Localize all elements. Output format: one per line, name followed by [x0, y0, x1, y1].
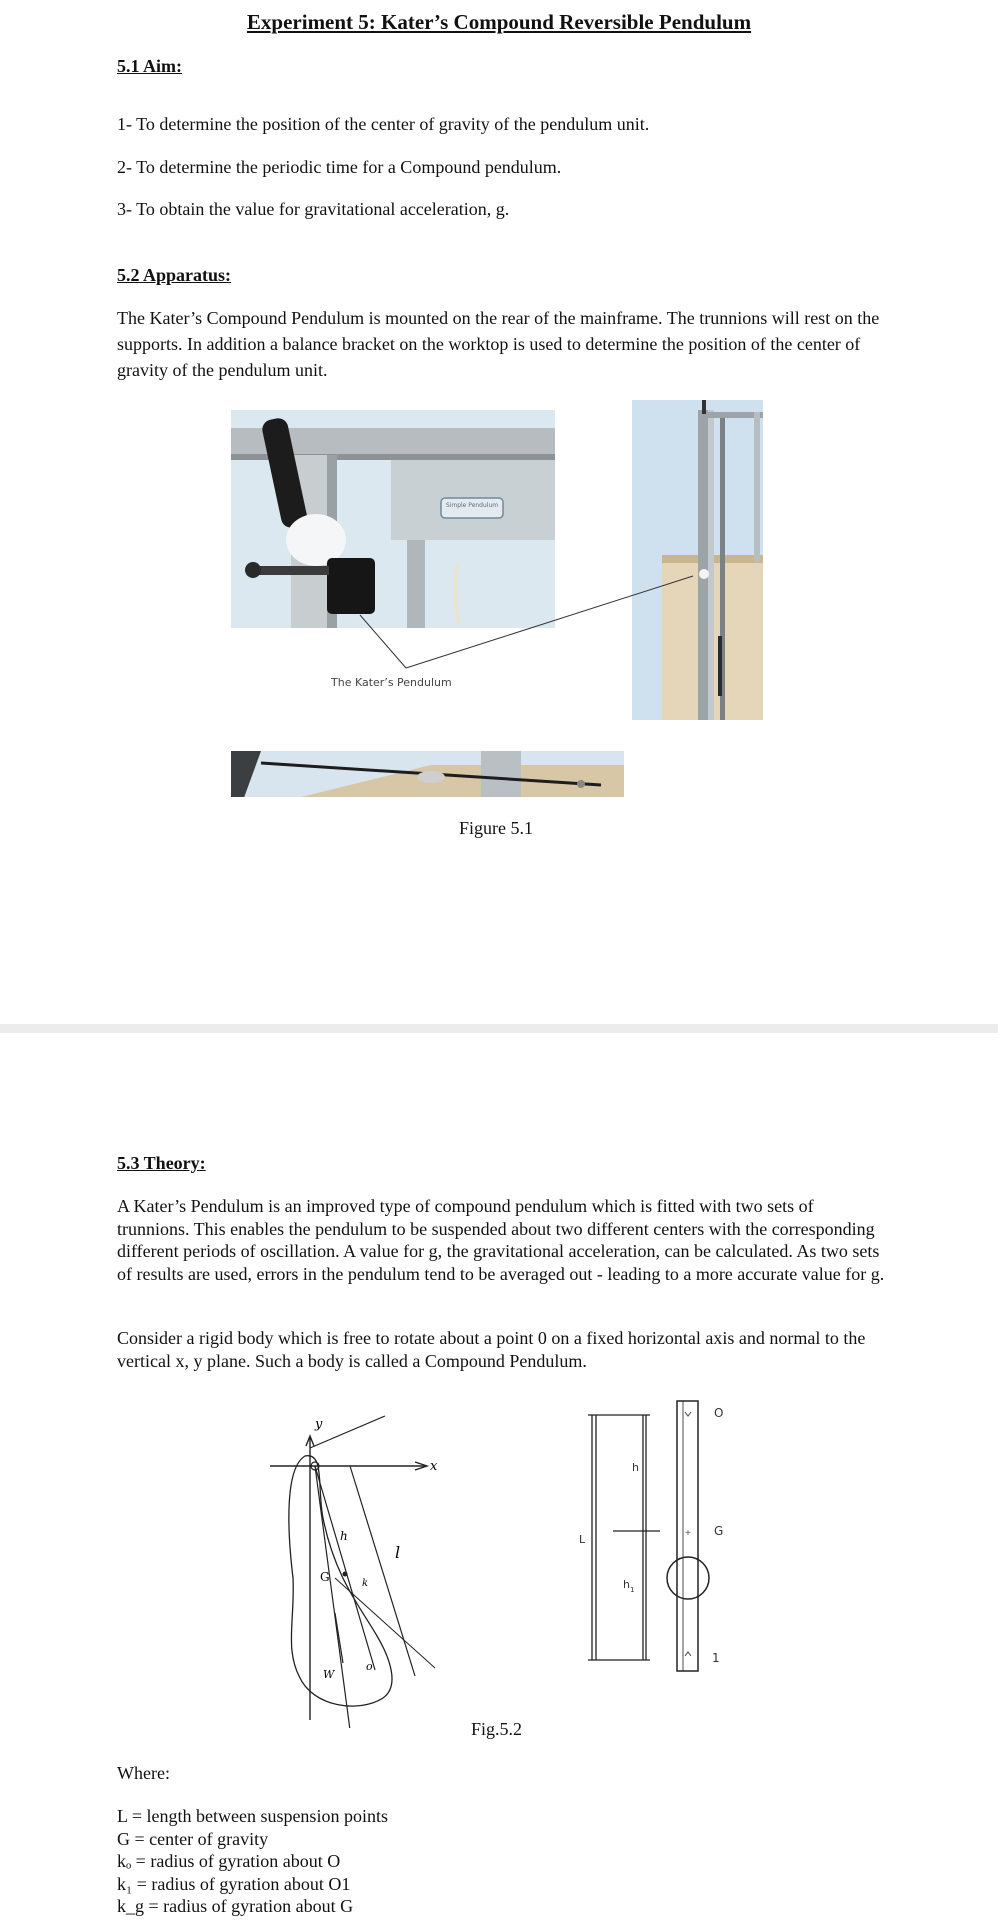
- page-break: [0, 1024, 998, 1033]
- definitions-list: [117, 1805, 388, 1918]
- figure-5-2-caption: Fig.5.2: [471, 1719, 523, 1739]
- sketch-label-g: G: [320, 1570, 330, 1584]
- diagram-label-h1-subscript: 1: [630, 1586, 635, 1594]
- sketch-label-l: l: [395, 1543, 401, 1562]
- sketch-label-y: y: [315, 1417, 323, 1432]
- page-2: [0, 1033, 998, 1920]
- diagram-label-1: 1: [712, 1651, 720, 1665]
- kater-pendulum-diagram: [570, 1393, 740, 1683]
- document-title: Experiment 5: Kater’s Compound Reversible Pendulum: [246, 10, 752, 34]
- aim-item-1: 1- To determine the position of the center of gravity of the pendulum unit.: [117, 114, 650, 134]
- definition-kg: k_g = radius of gyration about G: [117, 1896, 354, 1916]
- theory-paragraph-2: Consider a rigid body which is free to rotate about a point 0 on a fixed horizontal axis and normal to the vertical x, y plane. Such a body is called a Compound Pendulum.: [117, 1328, 866, 1371]
- where-label: Where:: [117, 1763, 170, 1783]
- plate-text: Simple Pendulum: [445, 502, 499, 509]
- sketch-label-k: k: [362, 1578, 369, 1589]
- apparatus-text: The Kater’s Compound Pendulum is mounted on the rear of the mainframe. The trunnions will rest on the supports. In addition a balance bracket on the worktop is used to determine the position of the center of gravity of the pendulum unit.: [117, 308, 880, 380]
- diagram-label-h1: h: [623, 1578, 630, 1591]
- theory-paragraph-1: A Kater’s Pendulum is an improved type of compound pendulum which is fitted with two sets of trunnions. This enables the pendulum to be suspended about two different centers with the corresponding different periods of oscillation. A value for g, the gravitational acceleration, can be calculated. As two sets of results are used, errors in the pendulum tend to be averaged out - leading to a more accurate value for g.: [117, 1196, 885, 1284]
- sketch-label-w: W: [323, 1668, 335, 1681]
- apparatus-heading: 5.2 Apparatus:: [117, 265, 232, 285]
- aim-item-2: 2- To determine the periodic time for a Compound pendulum.: [117, 157, 562, 177]
- definition-l: L = length between suspension points: [117, 1806, 388, 1826]
- kater-pendulum-label: The Kater’s Pendulum: [331, 676, 452, 689]
- compound-pendulum-sketch: [265, 1408, 455, 1728]
- diagram-label-h: h: [632, 1461, 639, 1474]
- sketch-label-x: x: [430, 1459, 438, 1474]
- definition-g: G = center of gravity: [117, 1828, 269, 1849]
- definition-ko: kₒ = radius of gyration about O: [117, 1851, 341, 1871]
- diagram-label-g: G: [714, 1524, 724, 1538]
- diagram-label-o: O: [714, 1406, 724, 1420]
- sketch-label-h: h: [340, 1529, 348, 1543]
- aim-item-3: 3- To obtain the value for gravitational acceleration, g.: [117, 199, 510, 219]
- diagram-label-l: L: [579, 1533, 586, 1546]
- theory-heading: 5.3 Theory:: [117, 1153, 206, 1173]
- sketch-label-o: o: [366, 1660, 373, 1673]
- figure-5-1-caption: Figure 5.1: [459, 818, 533, 838]
- definition-k1: k₁ = radius of gyration about O1: [117, 1873, 351, 1894]
- aim-heading: 5.1 Aim:: [117, 56, 182, 76]
- figure-5-1-leader-lines: [231, 400, 763, 797]
- figure-5-1: [231, 400, 763, 797]
- svg-text:+: +: [684, 1528, 692, 1537]
